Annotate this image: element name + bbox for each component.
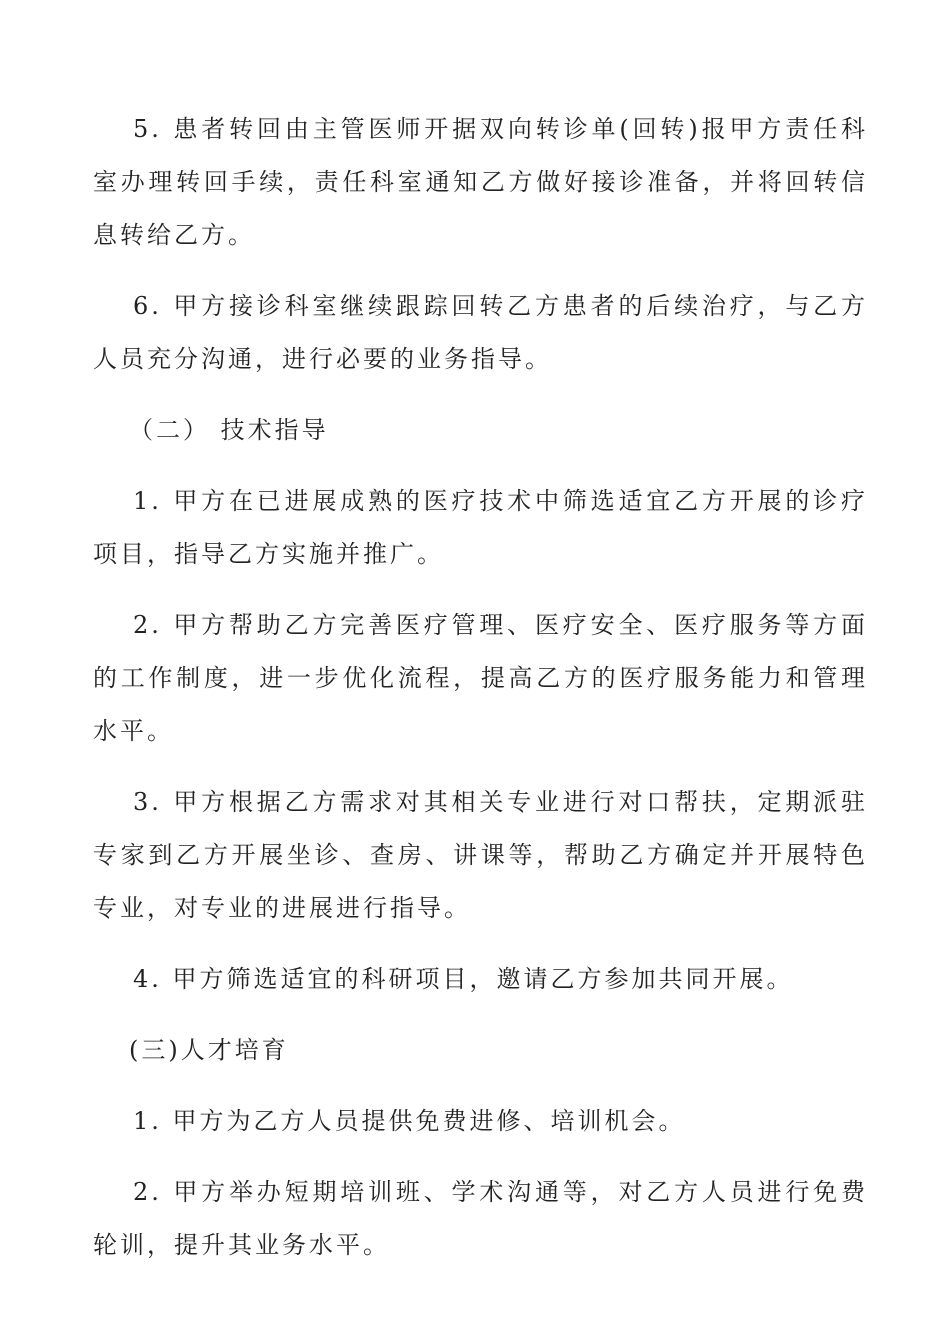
section-heading-technical-guidance: （二） 技术指导 <box>129 416 329 444</box>
paragraph-follow-up-treatment: 6. 甲方接诊科室继续跟踪回转乙方患者的后续治疗，与乙方人员充分沟通，进行必要的业务指导。 <box>93 292 868 373</box>
paragraph-talent-item-2: 2. 甲方举办短期培训班、学术沟通等，对乙方人员进行免费轮训，提升其业务水平。 <box>93 1178 868 1259</box>
paragraph-technical-item-4: 4. 甲方筛选适宜的科研项目，邀请乙方参加共同开展。 <box>133 965 794 993</box>
paragraph-technical-item-3: 3. 甲方根据乙方需求对其相关专业进行对口帮扶，定期派驻专家到乙方开展坐诊、查房、讲课等，帮助乙方确定并开展特色专业，对专业的进展进行指导。 <box>93 788 868 922</box>
paragraph-technical-item-2: 2. 甲方帮助乙方完善医疗管理、医疗安全、医疗服务等方面的工作制度，进一步优化流程，提高乙方的医疗服务能力和管理水平。 <box>93 611 868 745</box>
paragraph-referral-return: 5. 患者转回由主管医师开据双向转诊单(回转)报甲方责任科室办理转回手续，责任科室通知乙方做好接诊准备，并将回转信息转给乙方。 <box>93 115 868 249</box>
paragraph-talent-item-1: 1. 甲方为乙方人员提供免费进修、培训机会。 <box>133 1107 686 1135</box>
document-body <box>93 103 868 1290</box>
section-heading-talent-cultivation: (三)人才培育 <box>129 1036 289 1064</box>
paragraph-technical-item-1: 1. 甲方在已进展成熟的医疗技术中筛选适宜乙方开展的诊疗项目，指导乙方实施并推广。 <box>93 487 868 568</box>
